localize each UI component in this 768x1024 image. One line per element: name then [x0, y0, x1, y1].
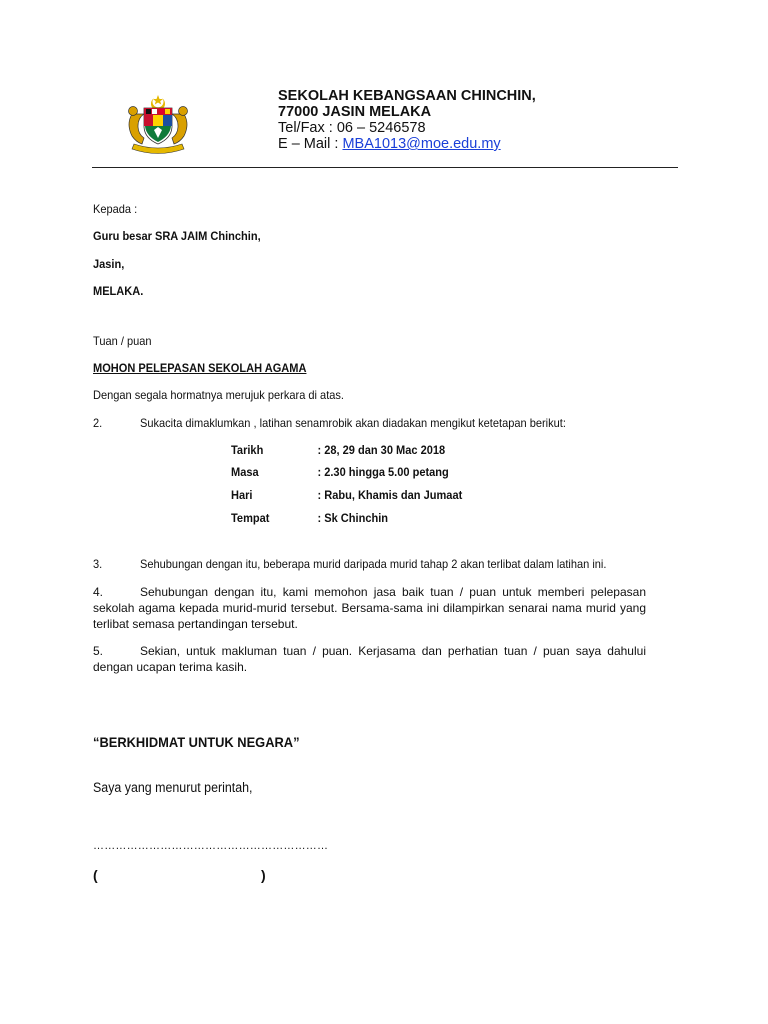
email-label: E – Mail :	[278, 136, 343, 152]
detail-label: Tarikh	[231, 443, 264, 457]
recipient-line-1: Guru besar SRA JAIM Chinchin,	[93, 229, 261, 243]
recipient-line-2: Jasin,	[93, 257, 125, 271]
school-address: 77000 JASIN MELAKA	[278, 104, 432, 120]
para-2-number: 2.	[93, 416, 103, 430]
email-line	[278, 136, 536, 152]
para-5-number: 5.	[93, 644, 104, 658]
para-4-number: 4.	[93, 585, 104, 599]
signature-line: ………………………………………………………	[93, 840, 329, 852]
signature-close-paren: )	[261, 867, 266, 883]
para-4	[93, 584, 646, 632]
para-3-number: 3.	[93, 557, 103, 571]
letterhead	[278, 88, 536, 152]
malaysia-coat-of-arms-icon	[124, 92, 192, 154]
para-5-text: Sekian, untuk makluman tuan / puan. Kerjasama dan perhatian tuan / puan saya dahului dengan ucapan terima kasih.	[93, 644, 646, 674]
detail-value: : 2.30 hingga 5.00 petang	[317, 465, 449, 479]
header-divider	[92, 167, 678, 168]
para-3-text: Sehubungan dengan itu, beberapa murid daripada murid tahap 2 akan terlibat dalam latihan ini.	[140, 557, 607, 571]
signature-open-paren: (	[93, 867, 98, 883]
details-table	[231, 443, 507, 533]
para-2-text: Sukacita dimaklumkan , latihan senamrobik akan diadakan mengikut ketetapan berikut:	[140, 416, 566, 430]
subject: MOHON PELEPASAN SEKOLAH AGAMA	[93, 361, 307, 375]
salutation: Tuan / puan	[93, 334, 152, 348]
email-link[interactable]: MBA1013@moe.edu.my	[342, 136, 501, 152]
detail-label: Tempat	[231, 511, 270, 525]
tel-fax: Tel/Fax : 06 – 5246578	[278, 120, 426, 136]
detail-value: : Sk Chinchin	[317, 511, 389, 525]
para-5	[93, 643, 646, 675]
para-4-text: Sehubungan dengan itu, kami memohon jasa baik tuan / puan untuk memberi pelepasan sekolah agama kepada murid-murid tersebut. Bersama-sama ini dilampirkan senarai nama murid yang terlibat semasa pertandingan tersebut.	[93, 585, 646, 631]
detail-label: Masa	[231, 465, 259, 479]
school-name: SEKOLAH KEBANGSAAN CHINCHIN,	[278, 88, 536, 104]
detail-value: : Rabu, Khamis dan Jumaat	[317, 488, 463, 502]
intro-paragraph: Dengan segala hormatnya merujuk perkara di atas.	[93, 388, 345, 402]
closing-line: Saya yang menurut perintah,	[93, 780, 253, 795]
recipient-label: Kepada :	[93, 202, 138, 216]
detail-value: : 28, 29 dan 30 Mac 2018	[317, 443, 446, 457]
detail-label: Hari	[231, 488, 253, 502]
motto: “BERKHIDMAT UNTUK NEGARA”	[93, 734, 300, 750]
recipient-line-3: MELAKA.	[93, 284, 144, 298]
